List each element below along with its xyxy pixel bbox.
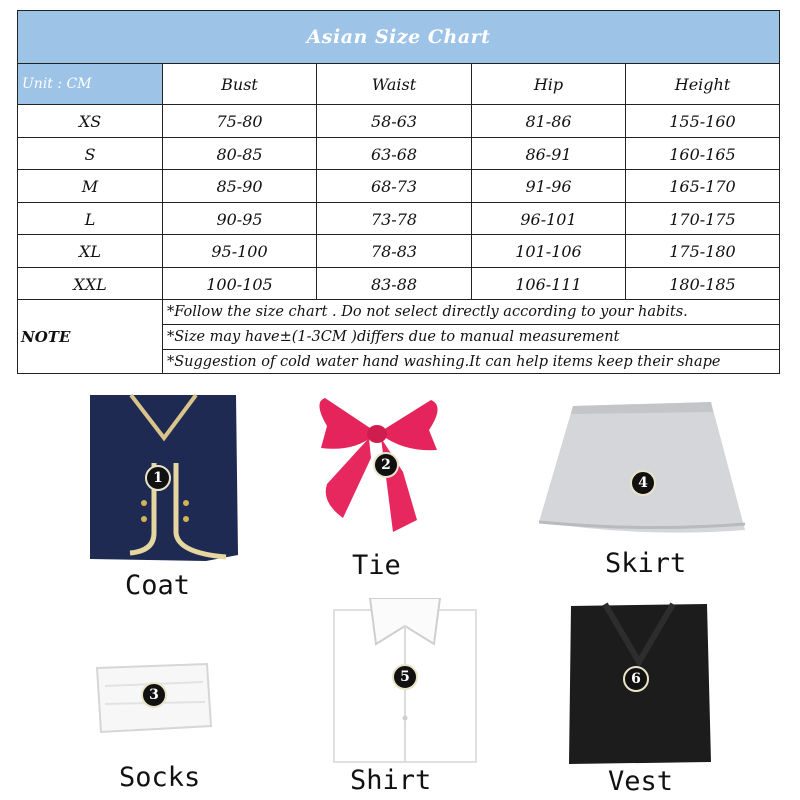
size-label-cell: L [17, 202, 163, 236]
size-label-cell: XS [17, 104, 163, 138]
measurement-cell: 95-100 [162, 234, 317, 268]
note-line: *Suggestion of cold water hand washing.It can help items keep their shape [162, 349, 780, 374]
measurement-cell: 175-180 [625, 234, 780, 268]
skirt-image [535, 400, 750, 540]
measurement-cell: 58-63 [316, 104, 472, 138]
item-number-badge: 6 [623, 666, 649, 692]
measurement-cell: 155-160 [625, 104, 780, 138]
coat-image [86, 393, 242, 563]
vest-image [565, 602, 715, 767]
measurement-cell: 180-185 [625, 267, 780, 301]
measurement-cell: 83-88 [316, 267, 472, 301]
item-number-badge: 5 [392, 664, 418, 690]
measurement-cell: 91-96 [471, 169, 626, 203]
size-label-cell: XXL [17, 267, 163, 301]
measurement-cell: 106-111 [471, 267, 626, 301]
measurement-cell: 90-95 [162, 202, 317, 236]
item-label: Skirt [605, 548, 687, 579]
item-label: Socks [119, 762, 201, 793]
size-label-cell: M [17, 169, 163, 203]
item-label: Coat [125, 570, 191, 601]
measurement-cell: 73-78 [316, 202, 472, 236]
measurement-cell: 100-105 [162, 267, 317, 301]
measurement-cell: 68-73 [316, 169, 472, 203]
measurement-cell: 96-101 [471, 202, 626, 236]
size-label-cell: S [17, 137, 163, 171]
measurement-cell: 78-83 [316, 234, 472, 268]
measurement-cell: 101-106 [471, 234, 626, 268]
note-line: *Size may have±(1-3CM )differs due to manual measurement [162, 324, 780, 350]
measurement-cell: 80-85 [162, 137, 317, 171]
note-line: *Follow the size chart . Do not select directly according to your habits. [162, 299, 780, 325]
measurement-cell: 165-170 [625, 169, 780, 203]
socks-image [95, 660, 215, 735]
unit-label: Unit : CM [17, 63, 163, 105]
item-label: Vest [608, 766, 674, 797]
measurement-cell: 63-68 [316, 137, 472, 171]
measurement-cell: 170-175 [625, 202, 780, 236]
item-label: Shirt [350, 765, 432, 796]
tie-image [313, 392, 443, 542]
item-number-badge: 4 [630, 470, 656, 496]
item-number-badge: 1 [145, 465, 171, 491]
measurement-cell: 81-86 [471, 104, 626, 138]
measurement-cell: 75-80 [162, 104, 317, 138]
shirt-image [330, 598, 480, 763]
column-header-waist: Waist [316, 63, 472, 105]
note-label: NOTE [17, 299, 163, 374]
column-header-hip: Hip [471, 63, 626, 105]
column-header-bust: Bust [162, 63, 317, 105]
column-header-height: Height [625, 63, 780, 105]
item-label: Tie [352, 550, 401, 581]
item-number-badge: 2 [373, 452, 399, 478]
measurement-cell: 85-90 [162, 169, 317, 203]
size-chart-table [17, 10, 780, 374]
measurement-cell: 86-91 [471, 137, 626, 171]
measurement-cell: 160-165 [625, 137, 780, 171]
chart-title: Asian Size Chart [17, 10, 780, 64]
item-number-badge: 3 [141, 682, 167, 708]
size-label-cell: XL [17, 234, 163, 268]
